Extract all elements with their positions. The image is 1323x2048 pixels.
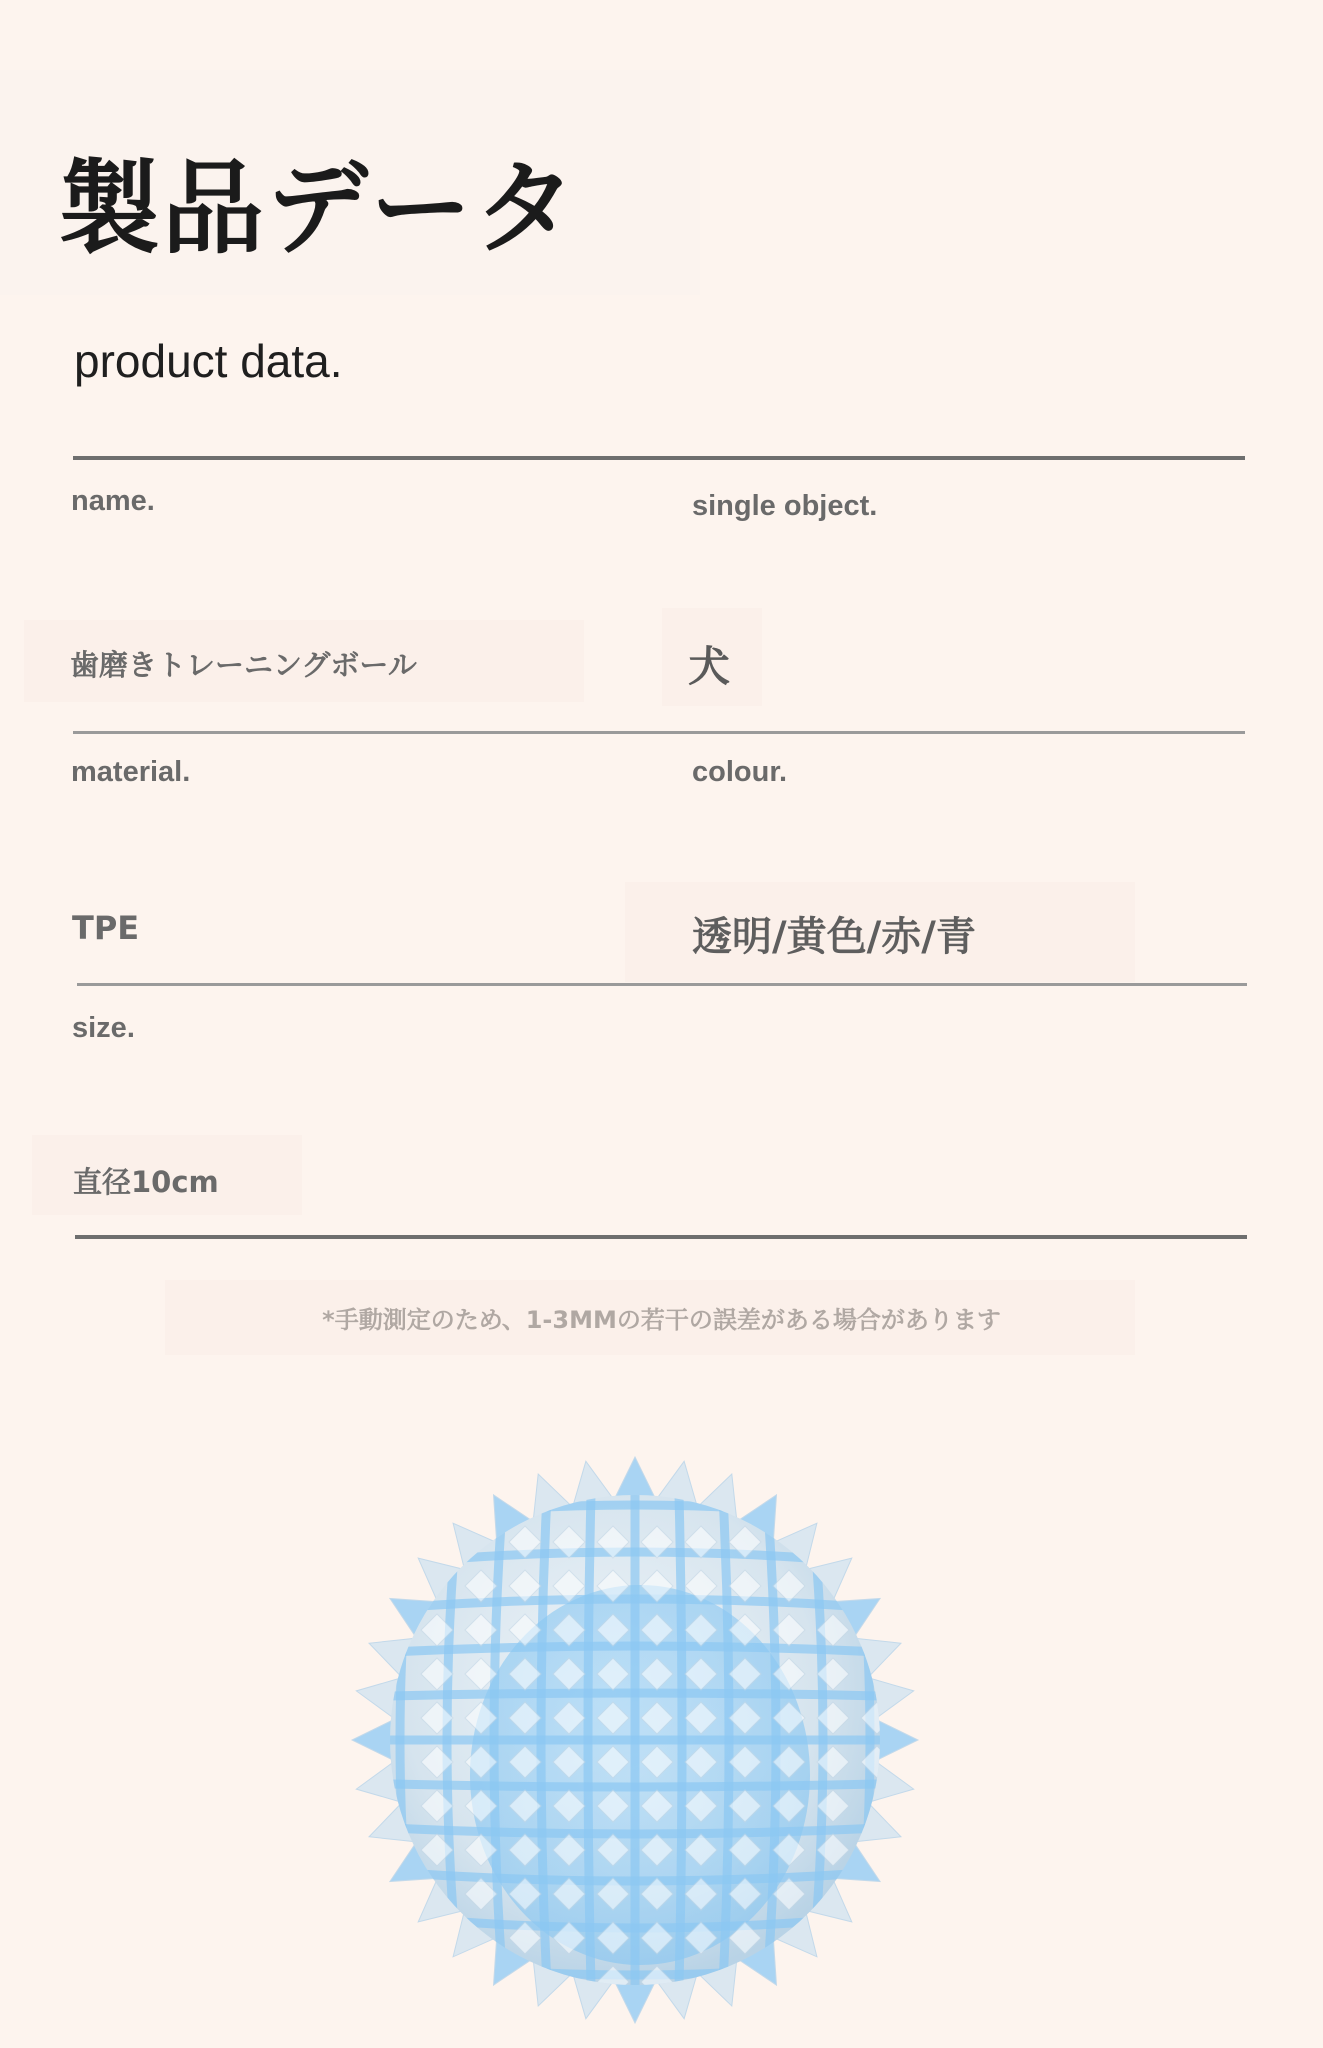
ball-spike xyxy=(352,1718,396,1761)
divider-2 xyxy=(77,983,1247,986)
material-value: TPE xyxy=(72,909,140,947)
colour-label: colour. xyxy=(692,756,788,788)
page-title: 製品データ xyxy=(58,150,578,269)
measurement-note: *手動測定のため、1-3MMの若干の誤差がある場合があります xyxy=(322,1306,1001,1334)
size-label: size. xyxy=(72,1012,135,1044)
single-object-value: 犬 xyxy=(688,642,731,691)
size-value: 直径10cm xyxy=(73,1165,219,1199)
divider-1 xyxy=(73,731,1245,734)
ball-spike xyxy=(613,1979,656,2023)
name-value: 歯磨きトレーニングボール xyxy=(70,648,417,682)
name-label: name. xyxy=(71,485,155,517)
page-subtitle: product data. xyxy=(74,335,343,387)
ball-grid-line xyxy=(390,1784,880,1787)
colour-value: 透明/黄色/赤/青 xyxy=(692,914,976,960)
spiky-ball-icon xyxy=(340,1445,930,2035)
divider-bottom xyxy=(75,1235,1247,1239)
ball-spike xyxy=(613,1457,656,1501)
ball-grid-line xyxy=(679,1495,682,1985)
divider-top xyxy=(73,456,1245,460)
ball-spike xyxy=(874,1718,918,1761)
material-label: material. xyxy=(71,756,191,788)
single-object-label: single object. xyxy=(692,490,878,522)
